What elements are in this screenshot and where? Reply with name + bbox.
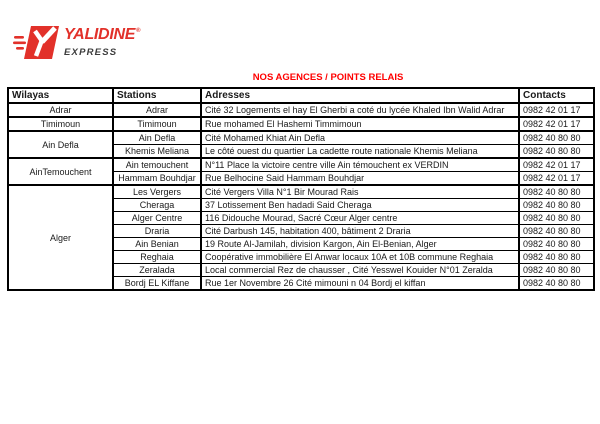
- header-contacts: Contacts: [519, 88, 594, 103]
- address-cell: Cité 32 Logements el hay El Gherbi a coté du lycée Khaled Ibn Walid Adrar: [201, 103, 519, 117]
- address-cell: Cité Darbush 145, habitation 400, bâtiment 2 Draria: [201, 225, 519, 238]
- logo-text: [64, 25, 139, 58]
- header-wilayas: Wilayas: [8, 88, 113, 103]
- header-adresses: Adresses: [201, 88, 519, 103]
- contact-cell: 0982 40 80 80: [519, 277, 594, 291]
- table-row: [8, 185, 594, 199]
- contact-cell: 0982 40 80 80: [519, 131, 594, 145]
- station-cell: Ain Defla: [113, 131, 201, 145]
- header-stations: Stations: [113, 88, 201, 103]
- address-cell: 37 Lotissement Ben hadadi Said Cheraga: [201, 199, 519, 212]
- contact-cell: 0982 40 80 80: [519, 225, 594, 238]
- brand-subtitle: EXPRESS: [64, 47, 118, 58]
- contact-cell: 0982 42 01 17: [519, 103, 594, 117]
- agencies-table-body: [8, 103, 594, 290]
- wilaya-cell: Ain Defla: [8, 131, 113, 158]
- station-cell: Draria: [113, 225, 201, 238]
- table-row: [8, 131, 594, 145]
- address-cell: Cité Mohamed Khiat Ain Defla: [201, 131, 519, 145]
- address-cell: Local commercial Rez de chausser , Cité Yesswel Kouider N°01 Zeralda: [201, 264, 519, 277]
- registered-mark: ®: [136, 28, 141, 34]
- contact-cell: 0982 40 80 80: [519, 199, 594, 212]
- address-cell: Rue mohamed El Hashemi Timmimoun: [201, 117, 519, 131]
- station-cell: Reghaia: [113, 251, 201, 264]
- wilaya-cell: Alger: [8, 185, 113, 290]
- station-cell: Cheraga: [113, 199, 201, 212]
- address-cell: 116 Didouche Mourad, Sacré Cœur Alger centre: [201, 212, 519, 225]
- station-cell: Adrar: [113, 103, 201, 117]
- contact-cell: 0982 42 01 17: [519, 172, 594, 186]
- page-title: NOS AGENCES / POINTS RELAIS: [252, 72, 404, 83]
- address-cell: Rue Belhocine Said Hammam Bouhdjar: [201, 172, 519, 186]
- yalidine-y-icon: [13, 25, 60, 62]
- table-row: [8, 103, 594, 117]
- station-cell: Zeralada: [113, 264, 201, 277]
- station-cell: Khemis Meliana: [113, 145, 201, 159]
- table-row: [8, 117, 594, 131]
- station-cell: Les Vergers: [113, 185, 201, 199]
- wilaya-cell: Timimoun: [8, 117, 113, 131]
- contact-cell: 0982 40 80 80: [519, 251, 594, 264]
- station-cell: Ain temouchent: [113, 158, 201, 172]
- station-cell: Hammam Bouhdjar: [113, 172, 201, 186]
- contact-cell: 0982 40 80 80: [519, 212, 594, 225]
- brand-name-text: YALIDINE: [64, 26, 136, 43]
- address-cell: 19 Route Al-Jamilah, division Kargon, Ain El-Benian, Alger: [201, 238, 519, 251]
- table-row: [8, 158, 594, 172]
- address-cell: Rue 1er Novembre 26 Cité mimouni n 04 Bordj el kiffan: [201, 277, 519, 291]
- wilaya-cell: AinTemouchent: [8, 158, 113, 185]
- station-cell: Ain Benian: [113, 238, 201, 251]
- agencies-table: [7, 87, 595, 291]
- contact-cell: 0982 42 01 17: [519, 158, 594, 172]
- station-cell: Bordj EL Kiffane: [113, 277, 201, 291]
- table-header-row: [8, 88, 594, 103]
- contact-cell: 0982 40 80 80: [519, 264, 594, 277]
- contact-cell: 0982 42 01 17: [519, 117, 594, 131]
- station-cell: Timimoun: [113, 117, 201, 131]
- brand-name: [64, 27, 139, 46]
- wilaya-cell: Adrar: [8, 103, 113, 117]
- address-cell: Cité Vergers Villa N°1 Bir Mourad Rais: [201, 185, 519, 199]
- station-cell: Alger Centre: [113, 212, 201, 225]
- yalidine-logo: [13, 25, 139, 62]
- address-cell: Le côté ouest du quartier La cadette route nationale Khemis Meliana: [201, 145, 519, 159]
- contact-cell: 0982 40 80 80: [519, 238, 594, 251]
- contact-cell: 0982 40 80 80: [519, 185, 594, 199]
- address-cell: N°11 Place la victoire centre ville Ain témouchent ex VERDIN: [201, 158, 519, 172]
- address-cell: Coopérative immobilière El Anwar locaux 10A et 10B commune Reghaia: [201, 251, 519, 264]
- contact-cell: 0982 40 80 80: [519, 145, 594, 159]
